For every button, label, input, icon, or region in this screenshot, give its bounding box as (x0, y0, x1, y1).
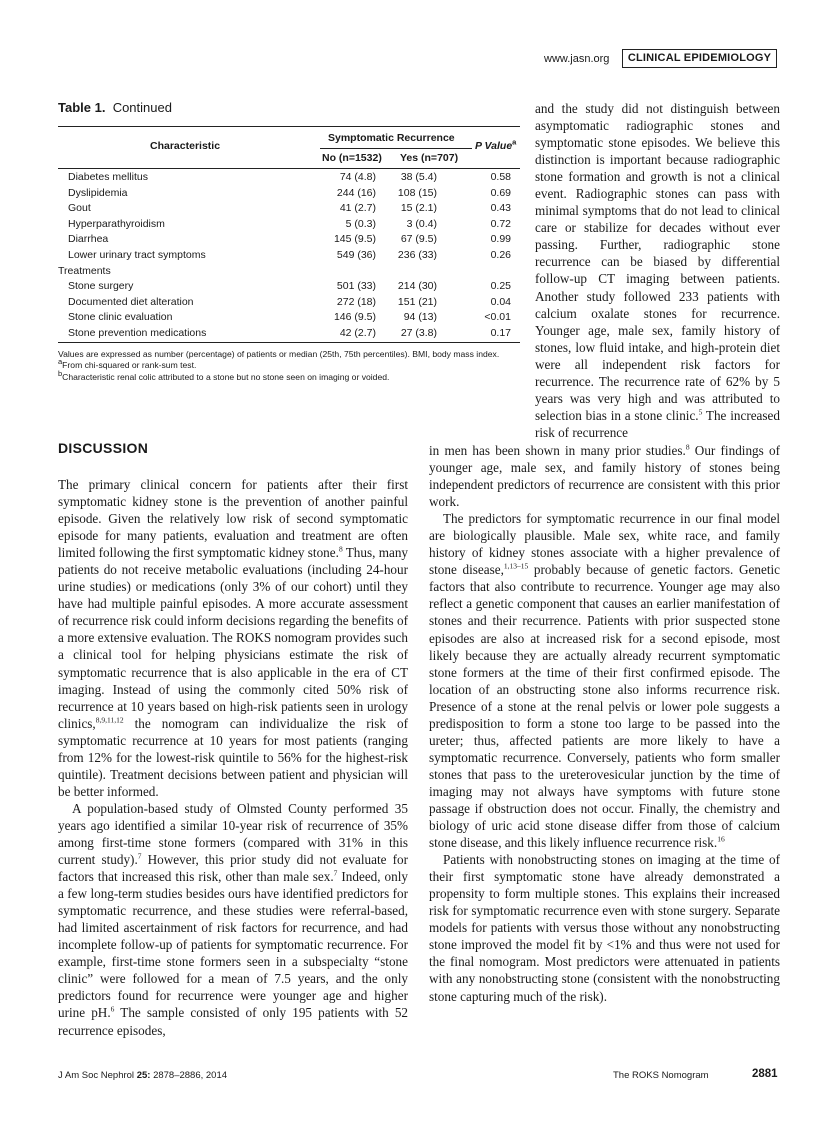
section-heading-discussion: DISCUSSION (58, 440, 149, 456)
citation-6: 6 (110, 1005, 115, 1015)
table-bottom-rule (58, 342, 520, 343)
row-label: Lower urinary tract symptoms (68, 249, 206, 261)
row-label: Diabetes mellitus (68, 171, 148, 183)
cell-no: 74 (4.8) (339, 171, 376, 183)
header-no: No (n=1532) (322, 152, 382, 164)
cell-yes: 94 (13) (403, 311, 437, 324)
row-label: Diarrhea (68, 233, 109, 246)
cell-p-value: 0.99 (490, 233, 511, 246)
row-label: Stone prevention medications (68, 327, 207, 339)
citation-8b: 8 (685, 442, 690, 452)
cell-p-value: 0.69 (490, 186, 511, 199)
cell-no: 244 (16) (336, 186, 376, 199)
cell-no: 146 (9.5) (333, 311, 376, 324)
table-note-main: Values are expressed as number (percentage) of patients or median (25th, 75th percentiles). BMI, body mass index. (58, 349, 500, 359)
table-group-rule (320, 148, 472, 149)
right-paragraph-2: Patients with nonobstructing stones on imaging at the time of their first symptomatic stone have already demonstrated a propensity to form multiple stones. This explains their increased risk for symptomatic recurrence even with stone surgery. Separate models for patients with versus those without any nonobstructing stone improved the model fit by <1% and thus were not used for the final nomogram. Most predictors were attenuated in patients with any nonobstructing stone (consistent with the nonobstructing stone capturing much of the risk). (429, 852, 780, 1004)
discussion-paragraph-1: The primary clinical concern for patients after their first symptomatic kidney stone is the prevention of another painful episode. Given the relatively low risk of second symptomatic episode for many patients, evaluation and treatment are often limited following the first symptomatic kidney stone.$^8$ Thus, many patients do not receive metabolic evaluations (including 24-hour urine studies) or medications (only 3% of our cohort) until they have had multiple painful episodes. A more accurate assessment of recurrence risk could inform decisions regarding the benefits of a more extensive evaluation. The ROKS nomogram provides such a clinical tool for helping physicians estimate the risk of symptomatic recurrence that is also applicable in the era of CT imaging. Instead of using the commonly cited 50% risk of recurrence at 10 years based on high-risk patients seen in urology clinics,$^{8,9,11,12}$ the nomogram can individualize the risk of symptomatic recurrence at 10 years for most patients (ranging from 12% for the lowest-risk quintile to 56% for the highest-risk quintile). Treatment decisions between patient and physician will be better informed. (58, 477, 409, 799)
table-row (58, 295, 520, 311)
table-row (58, 248, 520, 264)
cell-yes: 27 (3.8) (400, 327, 437, 339)
citation-8a: 8 (338, 544, 343, 554)
table-row (58, 310, 520, 326)
cell-p-value: 0.72 (490, 217, 511, 230)
right-column (429, 442, 780, 1005)
right-top-column (535, 100, 780, 441)
header-p-sup: a (512, 137, 517, 147)
table-note-a: $^a$From chi-squared or rank-sum test. (58, 357, 197, 371)
section-label: CLINICAL EPIDEMIOLOGY (622, 49, 777, 68)
cell-p-value: 0.26 (490, 249, 511, 261)
footer-citation: J Am Soc Nephrol 25: 2878–2886, 2014 (58, 1070, 228, 1081)
cell-p-value: 0.58 (490, 171, 511, 183)
citation-7b: 7 (333, 868, 338, 878)
row-label: Gout (68, 202, 91, 215)
journal-website[interactable]: www.jasn.org (544, 53, 610, 65)
discussion-paragraph-2: A population-based study of Olmsted County performed 35 years ago identified a similar 10-year risk of recurrence of 35% among first-time stone formers (compared with 31% in this current study).$^7$ However, this prior study did not evaluate for factors that increased this risk, other than male sex.$^7$ Indeed, only a few long-term studies besides ours have identified predictors for symptomatic recurrence, and these studies were referral-based, had limited ascertainment of risk factors for recurrence, and had incomplete follow-up of patients for symptomatic recurrence. For example, first-time stone formers seen in a subspecialty “stone clinic” were followed for a mean of 7.5 years, and the only predictors found for recurrence were younger age and higher urine pH.$^6$ The sample consisted of only 195 patients with 52 recurrence episodes, (58, 800, 409, 1038)
header-p-value-text: P Value (475, 140, 513, 152)
header-symptomatic-recurrence: Symptomatic Recurrence (328, 132, 455, 144)
citation-8-12: 8,9,11,12 (95, 715, 124, 725)
cell-no: 145 (9.5) (333, 233, 376, 246)
table-row (58, 201, 520, 217)
cell-yes: 214 (30) (397, 280, 437, 293)
table-notes (58, 349, 528, 383)
cell-p-value: <0.01 (484, 311, 511, 324)
table-group-row (58, 264, 520, 280)
cell-no: 41 (2.7) (339, 202, 376, 215)
row-label: Stone clinic evaluation (68, 311, 173, 324)
cell-yes: 38 (5.4) (400, 171, 437, 183)
table-note-b: $^b$Characteristic renal colic attributed to a stone but no stone seen on imaging or voided. (58, 368, 390, 382)
table-row (58, 186, 520, 202)
header-yes: Yes (n=707) (400, 152, 459, 164)
citation-1-13-15: 1,13–15 (503, 561, 529, 571)
note-mark-a: a (58, 357, 63, 367)
cell-yes: 3 (0.4) (406, 217, 437, 230)
table-row (58, 326, 520, 342)
cell-yes: 67 (9.5) (400, 233, 437, 246)
row-label: Hyperparathyroidism (68, 217, 165, 230)
row-label: Documented diet alteration (68, 295, 194, 308)
cell-no: 42 (2.7) (339, 327, 376, 339)
table-label: Table 1. (58, 100, 106, 115)
cell-yes: 151 (21) (397, 295, 437, 308)
table-row (58, 217, 520, 233)
table-row (58, 232, 520, 248)
group-label: Treatments (58, 264, 111, 277)
cell-no: 5 (0.3) (345, 217, 376, 230)
citation-5: 5 (698, 407, 703, 417)
cell-yes: 236 (33) (397, 249, 437, 261)
footer-running-title: The ROKS Nomogram (613, 1070, 709, 1081)
cell-no: 501 (33) (336, 280, 376, 293)
cell-p-value: 0.43 (490, 202, 511, 215)
note-mark-b: b (58, 368, 63, 378)
page-number: 2881 (752, 1068, 778, 1080)
cell-no: 272 (18) (336, 295, 376, 308)
cell-yes: 15 (2.1) (400, 202, 437, 215)
right-paragraph-1: The predictors for symptomatic recurrence in our final model are biologically plausible. Male sex, white race, and family history of kidney stones associate with a higher prevalence of stone disease,$^{1,13-15}$ probably because of genetic factors. Genetic factors that also contribute to recurrence. Younger age may also reflect a genetic component that causes an earlier manifestation of stones and their recurrence. Patients with prior suspected stone episodes are also at increased risk for a second episode, most likely because they are actually already recurrent symptomatic stone formers at the time of their first confirmed episode. The location of an obstructing stone also informs recurrence risk. Presence of a stone at the renal pelvis or lower pole suggests a predisposition to form a stone too large to be passed into the ureter; thus, affected patients are more likely to have a symptomatic recurrence. Conversely, patients who form smaller stones that pass to the ureterovesicular junction by the time of imaging may not always have symptoms with future stone passage if obstruction does not occur. Finally, the chemistry and biology of uric acid stone disease differ from those of calcium stone disease, and this likely influence recurrence risk.$^{16}$ (429, 511, 780, 851)
citation-7a: 7 (137, 851, 142, 861)
table-header-rule (58, 168, 520, 169)
left-column (58, 476, 408, 1039)
row-label: Dyslipidemia (68, 186, 128, 199)
header-characteristic: Characteristic (150, 140, 221, 152)
table-row (58, 279, 520, 295)
cell-no: 549 (36) (336, 249, 376, 261)
cell-p-value: 0.25 (490, 280, 511, 293)
right-top-paragraph: and the study did not distinguish between asymptomatic radiographic stones and symptomatic stone episodes. We believe this distinction is important because radiographic stone formation and growth is not a clinical event. Radiographic stones can pass with minimal symptoms that do not lead to clinical care or stabilize for decades without ever passing. Further, radiographic stone recurrence can be biased by differential follow-up CT imaging between patients. Another study followed 233 patients with calcium oxalate stones for recurrence. Younger age, male sex, family history of stones, low fluid intake, and high-protein diet were all independent risk factors for recurrence. The recurrence rate of 62% by 5 years was very high and was attributed to selection bias in a stone clinic.$^5$ The increased risk of recurrence (535, 101, 780, 440)
cell-p-value: 0.04 (490, 295, 511, 308)
cell-yes: 108 (15) (397, 186, 437, 199)
right-paragraph-0: in men has been shown in many prior studies.$^8$ Our findings of younger age, male sex, and family history of stones being independent predictors of recurrence are consistent with this prior work. (429, 442, 780, 510)
table-row (58, 170, 520, 186)
citation-16: 16 (717, 834, 725, 844)
table-top-rule (58, 126, 520, 127)
cell-p-value: 0.17 (490, 327, 511, 339)
table-title-suffix: Continued (112, 100, 172, 115)
row-label: Stone surgery (68, 280, 134, 293)
table-title (58, 100, 172, 115)
header-p-value (475, 137, 517, 152)
